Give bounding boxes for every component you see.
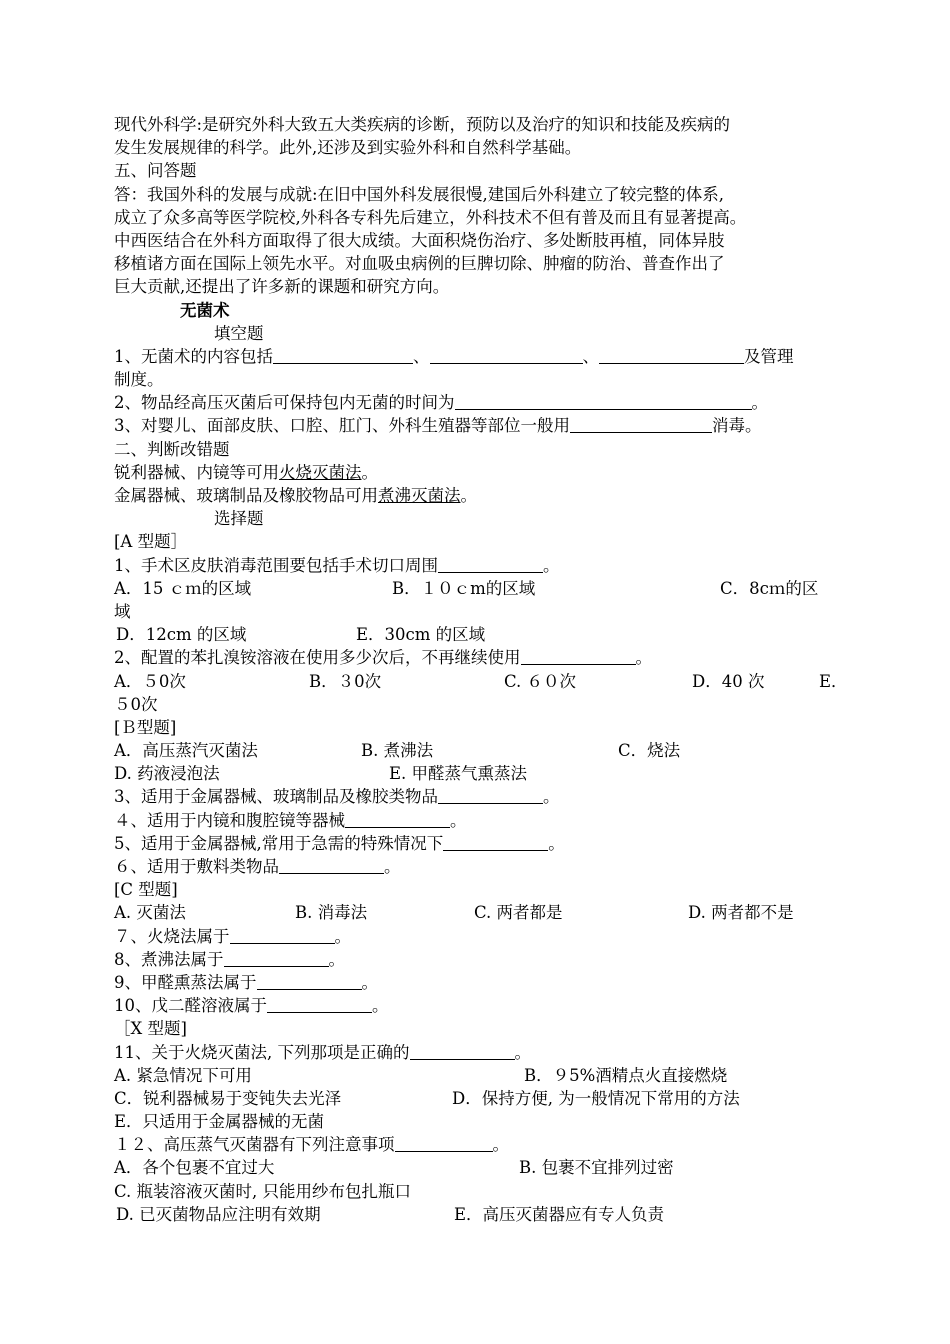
period: 。: [548, 833, 565, 853]
option-e: E．: [819, 671, 848, 691]
type-c-title: [C 型题]: [114, 880, 178, 900]
type-b-options-1: [114, 739, 844, 762]
choice-q11-text: 11、关于火烧灭菌法, 下列那项是正确的: [114, 1042, 410, 1062]
option-e: E．30cm 的区域: [356, 625, 486, 645]
option-b: B. 包裹不宜排列过密: [519, 1158, 674, 1178]
answer-line-4: 移植诸方面在国际上领先水平。对血吸虫病例的巨脾切除、肿瘤的防治、普查作出了: [114, 254, 725, 274]
choice-q11: [114, 1041, 844, 1064]
period: 。: [384, 857, 401, 876]
blank: [438, 786, 543, 804]
choice-q3: [114, 785, 844, 808]
blank: [438, 555, 543, 573]
blank: [599, 346, 744, 364]
aseptic-title: 无菌术: [180, 300, 230, 320]
blank: [430, 346, 583, 364]
option-d: D. 已灭菌物品应注明有效期: [116, 1204, 321, 1224]
choice-q2-options: [114, 670, 848, 693]
type-a-title: [A 型题］: [114, 532, 188, 552]
option-e: E．高压灭菌器应有专人负责: [454, 1204, 665, 1224]
option-a: A．高压蒸汽灭菌法: [114, 741, 258, 761]
blank: [257, 972, 362, 990]
option-c: C. ６０次: [504, 671, 577, 691]
choice-q2-options-cont: ５0次: [114, 694, 158, 714]
choice-q8: [114, 948, 844, 971]
option-a: A. 灭菌法: [114, 903, 186, 923]
option-b: B. 煮沸法: [361, 741, 434, 761]
choice-q12-text: １２、高压蒸气灭菌器有下列注意事项: [114, 1135, 395, 1155]
period: 。: [635, 648, 652, 668]
fill-q3-text: 3、对婴儿、面部皮肤、口腔、肛门、外科生殖器等部位一般用: [114, 416, 570, 436]
blank: [224, 949, 329, 967]
fill-q1-end: 及管理: [744, 346, 794, 366]
choice-q6-text: ６、适用于敷料类物品: [114, 857, 279, 876]
choice-q4: [114, 809, 844, 832]
period: 。: [514, 1042, 531, 1062]
blank: [279, 856, 384, 874]
intro-line-2: 发生发展规律的科学。此外,还涉及到实验外科和自然科学基础。: [114, 138, 582, 158]
judge-2-underlined: 煮沸灭菌法: [378, 486, 461, 505]
choice-q9-text: 9、甲醛熏蒸法属于: [114, 972, 257, 992]
period: 。: [328, 949, 345, 969]
fill-q1: [114, 345, 844, 368]
period: 。: [450, 810, 467, 830]
separator: 、: [413, 346, 430, 366]
choice-q10: [114, 994, 844, 1017]
option-d: D．12cm 的区域: [116, 625, 247, 645]
document-page: [114, 113, 848, 1226]
option-d: D．40 次: [692, 671, 765, 691]
period: 。: [334, 926, 351, 946]
choice-q1: [114, 554, 844, 577]
fill-q2-text: 2、物品经高压灭菌后可保持包内无菌的时间为: [114, 393, 455, 413]
choice-q12-options-2: C. 瓶装溶液灭菌时, 只能用纱布包扎瓶口: [114, 1181, 412, 1201]
type-b-options-2: [114, 762, 844, 785]
separator: 、: [582, 346, 599, 366]
choice-q11-options-3: E．只适用于金属器械的无菌: [114, 1112, 325, 1132]
choice-q7: [114, 925, 844, 948]
option-e: E. 甲醛蒸气熏蒸法: [389, 764, 528, 784]
choice-q5: [114, 832, 844, 855]
blank: [410, 1042, 515, 1060]
choice-q1-text: 1、手术区皮肤消毒范围要包括手术切口周围: [114, 555, 438, 575]
option-b: B. 消毒法: [295, 903, 368, 923]
period: 。: [751, 393, 768, 413]
option-b: B．１０ｃm的区域: [392, 578, 536, 598]
intro-line-1: 现代外科学:是研究外科大致五大类疾病的诊断，预防以及治疗的知识和技能及疾病的: [114, 115, 731, 134]
choice-q2: [114, 646, 844, 669]
type-c-options: [114, 901, 844, 924]
fill-q1-text: 1、无菌术的内容包括: [114, 346, 273, 366]
blank: [273, 346, 413, 364]
choice-q3-text: 3、适用于金属器械、玻璃制品及橡胶类物品: [114, 787, 438, 807]
blank: [395, 1134, 493, 1152]
section-5-title: 五、问答题: [114, 161, 197, 181]
choice-q4-text: ４、适用于内镜和腹腔镜等器械: [114, 810, 345, 830]
choice-title: 选择题: [214, 509, 264, 529]
option-d: D. 两者都不是: [688, 903, 794, 923]
judge-1-underlined: 火烧灭菌法: [279, 462, 362, 482]
period: 。: [543, 787, 560, 807]
blank: [267, 995, 372, 1013]
blank: [443, 833, 548, 851]
choice-q1-options-2: [114, 623, 844, 646]
option-a: A. 紧急情况下可用: [114, 1065, 252, 1085]
option-d: D. 药液浸泡法: [114, 764, 220, 784]
type-x-title: ［X 型题]: [114, 1019, 187, 1039]
period: 。: [543, 555, 560, 575]
period: 。: [372, 996, 389, 1016]
choice-q2-text: 2、配置的苯扎溴铵溶液在使用多少次后，不再继续使用: [114, 648, 521, 668]
choice-q12: [114, 1133, 844, 1156]
judge-2-text: 金属器械、玻璃制品及橡胶物品可用: [114, 486, 378, 505]
answer-line-5: 巨大贡献,还提出了许多新的课题和研究方向。: [114, 277, 450, 297]
option-c: C．烧法: [618, 741, 681, 761]
choice-q7-text: ７、火烧法属于: [114, 926, 230, 946]
fill-q3: [114, 414, 844, 437]
option-b: B．９5%酒精点火直接燃烧: [524, 1065, 728, 1085]
fill-q1-cont: 制度。: [114, 370, 164, 390]
period: 。: [492, 1135, 509, 1155]
fill-title: 填空题: [214, 323, 264, 343]
option-c: C．8cｍ的区: [720, 578, 819, 598]
judge-1-text: 锐利器械、内镜等可用: [114, 462, 279, 482]
period: 。: [460, 486, 477, 505]
choice-q5-text: 5、适用于金属器械,常用于急需的特殊情况下: [114, 833, 444, 853]
choice-q1-options-cont: 域: [114, 601, 131, 621]
blank: [521, 647, 636, 665]
period: 。: [361, 462, 378, 482]
choice-q12-options-3: [114, 1203, 844, 1226]
answer-line-3: 中西医结合在外科方面取得了很大成绩。大面积烧伤治疗、多处断肢再植，同体异肢: [114, 230, 725, 250]
option-c: C．锐利器械易于变钝失去光泽: [114, 1088, 342, 1108]
fill-q2: [114, 391, 844, 414]
option-a: A．15 ｃｍ的区域: [114, 578, 252, 598]
answer-line-1: 答：我国外科的发展与成就:在旧中国外科发展很慢,建国后外科建立了较完整的体系,: [114, 184, 725, 204]
option-b: B．３0次: [309, 671, 382, 691]
blank: [570, 415, 712, 433]
judge-title: 二、判断改错题: [114, 439, 230, 459]
choice-q11-options-1: [114, 1064, 844, 1087]
type-b-title: [Ｂ型题]: [114, 717, 177, 737]
blank: [455, 392, 752, 410]
judge-1: [114, 461, 844, 484]
answer-line-2: 成立了众多高等医学院校,外科各专科先后建立，外科技术不但有普及而且有显著提高。: [114, 207, 747, 227]
option-d: D．保持方便, 为一般情况下常用的方法: [452, 1088, 740, 1108]
choice-q1-options: [114, 577, 844, 600]
choice-q12-options-1: [114, 1156, 844, 1179]
choice-q6: [114, 855, 844, 878]
fill-q3-end: 消毒。: [712, 416, 762, 436]
blank: [345, 810, 450, 828]
choice-q10-text: 10、戊二醛溶液属于: [114, 996, 267, 1016]
judge-2: [114, 484, 844, 507]
blank: [230, 926, 335, 944]
option-a: A．５0次: [114, 671, 186, 691]
choice-q8-text: 8、煮沸法属于: [114, 949, 224, 969]
choice-q9: [114, 971, 844, 994]
choice-q11-options-2: [114, 1087, 844, 1110]
period: 。: [361, 972, 378, 992]
option-a: A．各个包裹不宜过大: [114, 1158, 275, 1178]
option-c: C. 两者都是: [474, 903, 563, 923]
